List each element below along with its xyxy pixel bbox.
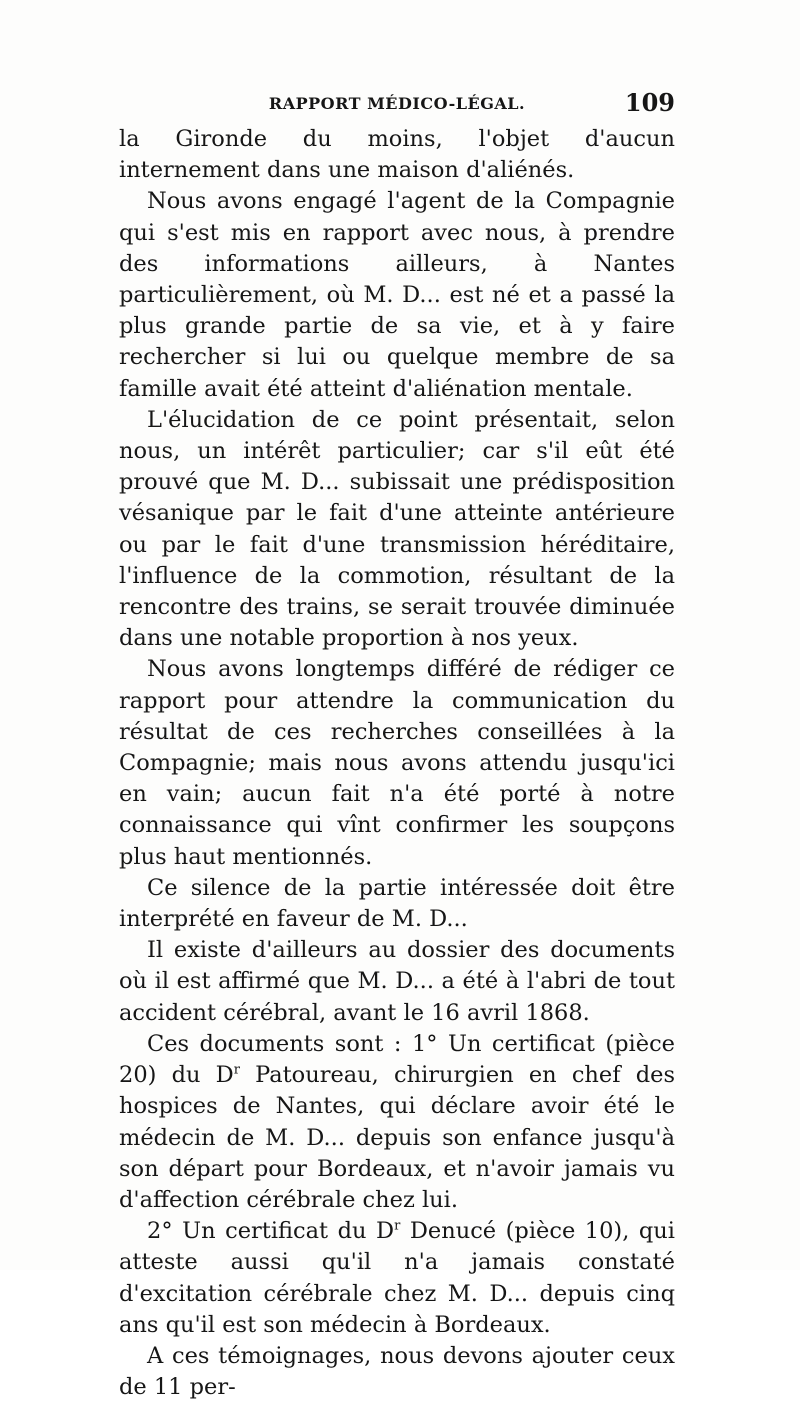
certificate-2-sup: r [394, 1218, 401, 1234]
certificate-1-sup: r [233, 1062, 240, 1078]
paragraph-testimonies: A ces témoignages, nous devons ajouter ceux de 11 per- [119, 1342, 675, 1401]
certificate-2-text-before: 2° Un certificat du D [147, 1218, 395, 1245]
running-title: RAPPORT MÉDICO-LÉGAL. [268, 94, 526, 113]
paragraph-delay: Nous avons longtemps différé de rédiger ce rapport pour attendre la communication du résultat de ces recherches conseillées à la Compagnie; mais nous avons attendu jusqu'ici en vain; aucun fait n'a été porté à notre connaissance qui vînt confirmer les soupçons plus haut mentionnés. [119, 656, 675, 870]
paragraph-certificate-2 [119, 1216, 675, 1341]
certificate-2-text-after: Denucé (pièce 10), qui atteste aussi qu'il n'a jamais constaté d'excitation cérébrale chez M. D... depuis cinq ans qu'il est son médecin à Bordeaux. [119, 1218, 675, 1338]
paragraph-agent-inquiry: Nous avons engagé l'agent de la Compagnie qui s'est mis en rapport avec nous, à prendre des informations ailleurs, à Nantes particulièrement, où M. D... est né et a passé la plus grande partie de sa vie, et à y faire rechercher si lui ou quelque membre de sa famille avait été atteint d'aliénation mentale. [119, 188, 675, 402]
paragraph-silence: Ce silence de la partie intéressée doit être interprété en faveur de M. D... [119, 874, 675, 933]
paragraph-continuation: la Gironde du moins, l'objet d'aucun internement dans une maison d'aliénés. [119, 126, 675, 184]
page-number: 109 [624, 88, 675, 117]
page-header [119, 88, 675, 122]
paragraph-documents: Il existe d'ailleurs au dossier des documents où il est affirmé que M. D... a été à l'abri de tout accident cérébral, avant le 16 avril 1868. [119, 937, 675, 1026]
certificate-1-text-after: Patoureau, chirurgien en chef des hospices de Nantes, qui déclare avoir été le médecin de M. D... depuis son enfance jusqu'à son départ pour Bordeaux, et n'avoir jamais vu d'affection cérébrale chez lui. [119, 1062, 675, 1213]
paragraph-elucidation: L'élucidation de ce point présentait, selon nous, un intérêt particulier; car s'il eût été prouvé que M. D... subissait une prédisposition vésanique par le fait d'une atteinte antérieure ou par le fait d'une transmission héréditaire, l'influence de la commotion, résultant de la rencontre des trains, se serait trouvée diminuée dans une notable proportion à nos yeux. [119, 406, 675, 652]
certificate-1-text-before: Ces documents sont : 1° Un certificat (pièce 20) du D [119, 1030, 675, 1089]
paragraph-certificate-1 [119, 1029, 675, 1216]
body-text [119, 124, 675, 1403]
